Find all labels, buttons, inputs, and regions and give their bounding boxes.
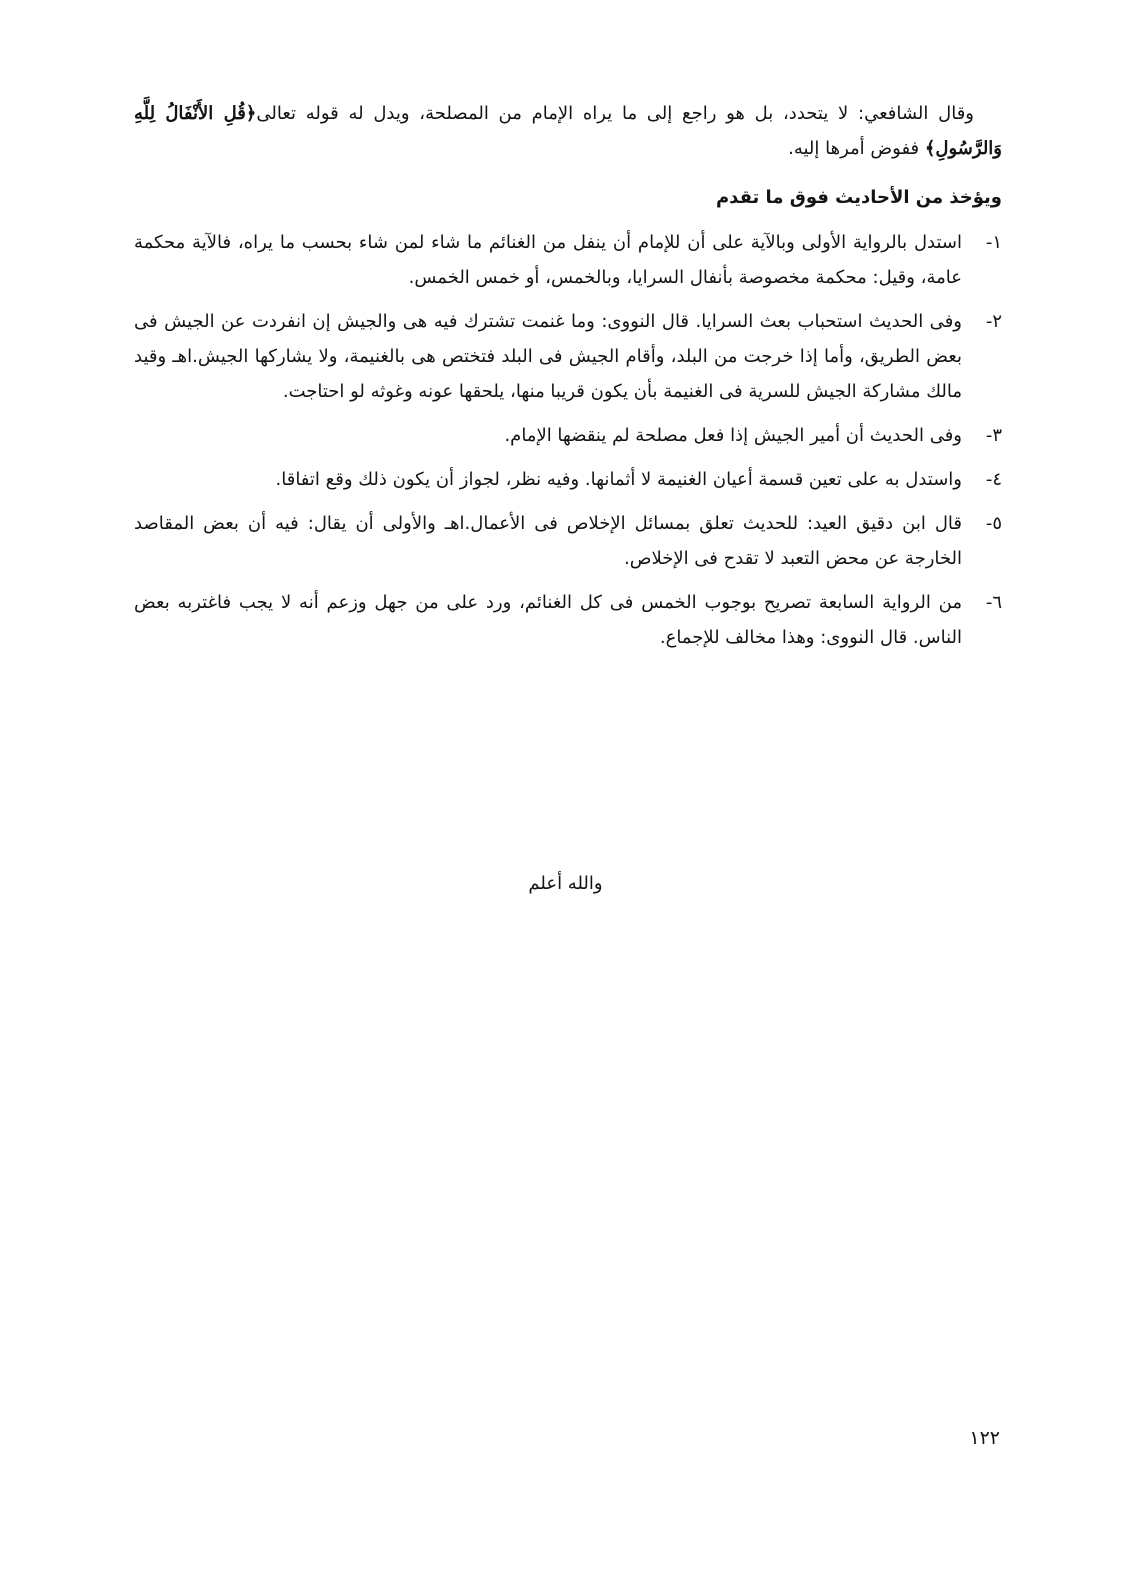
item-text: استدل بالرواية الأولى وبالآية على أن للإمام أن ينفل من الغنائم ما شاء لمن شاء بحسب ما يراه، فالآية محكمة عامة، وقيل: محكمة مخصوصة بأنفال السرايا، وبالخمس، أو خمس الخمس. — [134, 232, 962, 288]
item-number: ٤- — [985, 469, 1002, 490]
list-item — [134, 304, 1002, 409]
closing-phrase: والله أعلم — [528, 873, 603, 894]
item-text: قال ابن دقيق العيد: للحديث تعلق بمسائل الإخلاص فى الأعمال.اهـ والأولى أن يقال: فيه أن بعض المقاصد الخارجة عن محض التعبد لا تقدح فى الإخلاص. — [134, 513, 962, 569]
list-item — [134, 462, 1002, 497]
item-number: ١- — [985, 232, 1002, 253]
item-text: واستدل به على تعين قسمة أعيان الغنيمة لا أثمانها. وفيه نظر، لجواز أن يكون ذلك وقع اتفاقا. — [275, 469, 962, 490]
item-text: وفى الحديث استحباب بعث السرايا. قال النووى: وما غنمت تشترك فيه هى والجيش إن انفردت عن الجيش فى بعض الطريق، وأما إذا خرجت من البلد، وأقام الجيش فى البلد فتختص هى بالغنيمة، ولا يشاركها الجيش.اهـ وقيد مالك مشاركة الجيش للسرية فى الغنيمة بأن يكون قريبا منها، يلحقها عونه وغوثه لو احتاجت. — [134, 311, 962, 402]
intro-paragraph — [134, 96, 1002, 166]
list-item — [134, 225, 1002, 295]
page-body — [134, 96, 1002, 664]
intro-text-end: ففوض أمرها إليه. — [788, 138, 925, 159]
item-number: ٢- — [985, 311, 1002, 332]
list-item — [134, 506, 1002, 576]
item-number: ٣- — [985, 425, 1002, 446]
intro-text: وقال الشافعي: لا يتحدد، بل هو راجع إلى ما يراه الإمام من المصلحة، ويدل له قوله تعالى — [256, 103, 974, 124]
section-heading: ويؤخذ من الأحاديث فوق ما تقدم — [715, 187, 1002, 208]
points-list — [134, 225, 1002, 655]
quran-verse: ﴿قُلِ الأَنْفَالُ لِلَّهِ وَالرَّسُولِ﴾ — [134, 103, 1002, 159]
list-item — [134, 585, 1002, 655]
item-text: من الرواية السابعة تصريح بوجوب الخمس فى كل الغنائم، ورد على من جهل وزعم أنه لا يجب فاغتربه بعض الناس. قال النووى: وهذا مخالف للإجماع. — [134, 592, 962, 648]
list-item — [134, 418, 1002, 453]
page-number: ١٢٢ — [969, 1427, 1000, 1449]
item-number: ٥- — [985, 513, 1002, 534]
item-text: وفى الحديث أن أمير الجيش إذا فعل مصلحة لم ينقضها الإمام. — [504, 425, 962, 446]
item-number: ٦- — [985, 592, 1002, 613]
